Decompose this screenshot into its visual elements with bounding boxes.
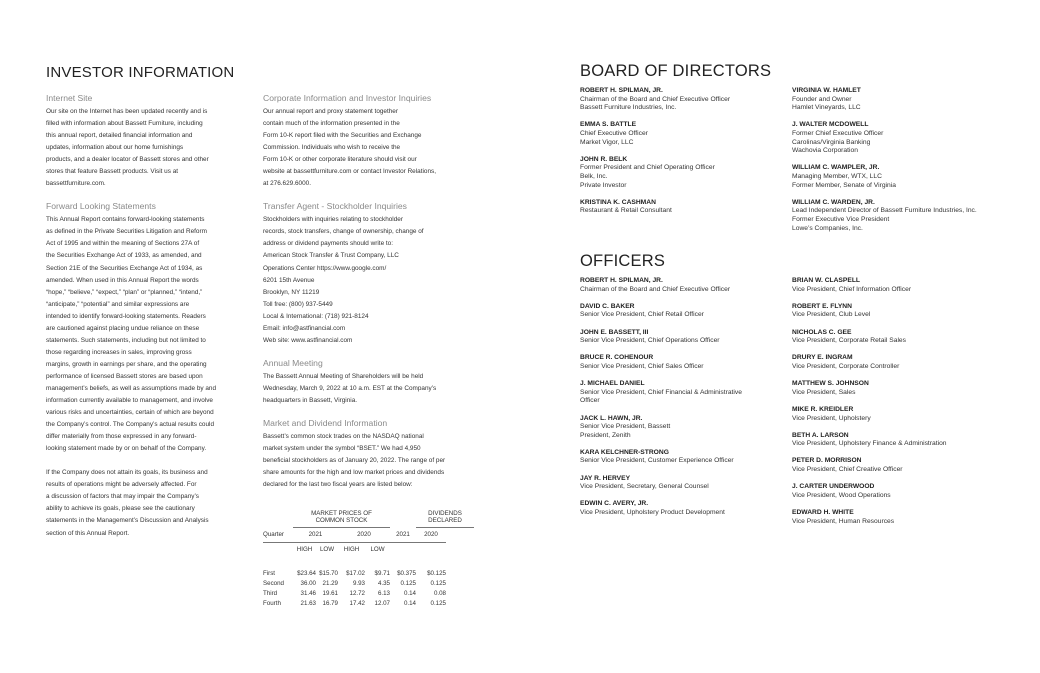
text-line: “anticipate,” “potential” and similar expressions are <box>46 300 190 308</box>
forward-looking-heading: Forward Looking Statements <box>46 201 156 212</box>
value-cell: 0.14 <box>403 600 416 608</box>
officers-right-column <box>792 277 947 526</box>
value-cell: $17.02 <box>346 569 365 577</box>
year-2020-header: 2020 <box>338 527 390 542</box>
text-line: intended to identify forward-looking statements. Readers <box>46 312 206 320</box>
person-entry <box>580 303 742 320</box>
text-line: Brooklyn, NY 11219 <box>263 288 320 296</box>
text-line: the Company’s control. The Company’s actual results could <box>46 421 215 429</box>
person-role: Wachovia Corporation <box>792 147 858 155</box>
person-name: NICHOLAS C. GEE <box>792 328 852 336</box>
person-role: Hamlet Vineyards, LLC <box>792 104 861 112</box>
person-name: BETH A. LARSON <box>792 431 849 439</box>
person-entry <box>792 87 977 113</box>
person-role: Private Investor <box>580 181 627 189</box>
text-line: Bassett’s common stock trades on the NASDAQ national <box>263 432 424 440</box>
dividends-header-line2: DECLARED <box>428 517 462 524</box>
person-role: Chairman of the Board and Chief Executive Officer <box>580 95 731 103</box>
person-entry <box>792 303 947 320</box>
person-role: Vice President, Upholstery Finance & Administration <box>792 440 947 448</box>
person-role: Vice President, Corporate Retail Sales <box>792 337 906 345</box>
high-2021-header: HIGH <box>296 545 313 553</box>
person-name: ROBERT E. FLYNN <box>792 302 852 310</box>
text-line: differ materially from those expressed in any forward- <box>46 433 197 441</box>
investor-information-title: INVESTOR INFORMATION <box>46 64 235 81</box>
quarter-header: Quarter <box>263 527 293 542</box>
value-cell: 6.13 <box>377 589 390 597</box>
board-left-column <box>580 87 730 216</box>
person-name: EMMA S. BATTLE <box>580 121 637 129</box>
person-name: KRISTINA K. CASHMAN <box>580 198 656 206</box>
internet-site-text <box>46 106 246 190</box>
person-role: Former President and Chief Operating Officer <box>580 164 715 172</box>
text-line: Commission. Individuals who wish to receive the <box>263 144 401 152</box>
text-line: Email: info@astfinancial.com <box>263 324 346 332</box>
person-entry <box>580 277 742 294</box>
annual-meeting-heading: Annual Meeting <box>263 357 323 368</box>
person-entry <box>580 354 742 371</box>
person-role: Senior Vice President, Customer Experience Officer <box>580 457 734 465</box>
person-role: Lead Independent Director of Bassett Furniture Industries, Inc. <box>792 207 977 215</box>
person-name: ROBERT H. SPILMAN, JR. <box>580 277 663 284</box>
person-name: BRUCE R. COHENOUR <box>580 354 654 362</box>
value-cell: 31.46 <box>300 589 316 597</box>
corporate-info-text <box>263 106 478 190</box>
person-entry <box>792 432 947 449</box>
text-line: Our site on the Internet has been updated recently and is <box>46 108 208 115</box>
person-role: Senior Vice President, Bassett <box>580 423 671 431</box>
person-entry <box>580 87 730 113</box>
text-line: Toll free: (800) 937-5449 <box>263 300 333 308</box>
low-2021-header: LOW <box>319 545 335 553</box>
person-role: Senior Vice President, Chief Retail Officer <box>580 311 704 319</box>
text-line: If the Company does not attain its goals, its business and <box>46 469 208 477</box>
person-entry <box>580 199 730 216</box>
person-name: WILLIAM C. WARDEN, JR. <box>792 198 875 206</box>
board-right-column <box>792 87 977 233</box>
value-cell: $0.125 <box>427 569 446 577</box>
person-entry <box>792 509 947 526</box>
person-name: MIKE R. KREIDLER <box>792 405 854 413</box>
text-line: share amounts for the high and low market prices and dividends <box>263 469 445 477</box>
person-entry <box>792 199 977 233</box>
dividends-group-header <box>416 510 474 527</box>
value-cell: 9.93 <box>352 579 365 587</box>
person-name: BRIAN W. CLASPELL <box>792 277 860 284</box>
text-line: looking statement made by or on behalf of the Company. <box>46 445 207 453</box>
market-prices-group-header <box>293 510 390 527</box>
text-line: ability to achieve its goals, please see the cautionary <box>46 505 195 513</box>
annual-meeting-text <box>263 371 478 407</box>
text-line: This Annual Report contains forward-looking statements <box>46 216 205 224</box>
value-cell: $15.70 <box>319 569 338 577</box>
text-line: American Stock Transfer & Trust Company, LLC <box>263 252 399 260</box>
market-dividend-table <box>263 510 474 609</box>
text-line: Act of 1995 and within the meaning of Sections 27A of <box>46 240 200 248</box>
value-cell: 0.14 <box>403 589 416 597</box>
value-cell: $23.64 <box>297 569 316 577</box>
person-entry <box>580 380 742 406</box>
person-role: Vice President, Human Resources <box>792 517 895 525</box>
person-role: Senior Vice President, Chief Operations Officer <box>580 337 720 345</box>
value-cell: 36.00 <box>300 579 316 587</box>
person-name: J. MICHAEL DANIEL <box>580 380 645 388</box>
forward-looking-text-2 <box>46 467 246 539</box>
text-line: products, and a dealer locator of Bassett stores and other <box>46 156 209 164</box>
value-cell: 21.63 <box>300 600 316 608</box>
person-name: VIRGINIA W. HAMLET <box>792 87 861 94</box>
investor-column-right <box>263 93 478 491</box>
person-role: Former Chief Executive Officer <box>792 129 884 137</box>
person-name: JAY R. HERVEY <box>580 474 631 482</box>
investor-column-left <box>46 93 246 540</box>
value-cell: $0.375 <box>397 569 416 577</box>
person-name: JACK L. HAWN, JR. <box>580 414 643 422</box>
text-line: as defined in the Private Securities Litigation and Reform <box>46 228 207 236</box>
text-line: website at bassettfurniture.com or contact Investor Relations, <box>263 168 436 176</box>
div-year-2020-header: 2020 <box>416 527 446 542</box>
person-entry <box>792 406 947 423</box>
value-cell: 19.61 <box>322 589 338 597</box>
person-name: JOHN E. BASSETT, III <box>580 328 649 336</box>
text-line: section of this Annual Report. <box>46 529 130 537</box>
person-role: Restaurant & Retail Consultant <box>580 207 672 215</box>
person-entry <box>792 277 947 294</box>
market-prices-header-line2: COMMON STOCK <box>315 517 368 524</box>
person-name: J. CARTER UNDERWOOD <box>792 483 875 491</box>
person-entry <box>792 164 977 190</box>
text-line: stores that feature Bassett products. Visit us at <box>46 168 179 176</box>
text-line: Wednesday, March 9, 2022 at 10 a.m. EST at the Company’s <box>263 384 437 392</box>
value-cell: 4.35 <box>377 579 390 587</box>
text-line: records, stock transfers, change of ownership, change of <box>263 228 424 236</box>
text-line: a discussion of factors that may impair the Company’s <box>46 493 199 501</box>
text-line: beneficial stockholders as of January 20, 2022. The range of per <box>263 457 446 465</box>
text-line: The Bassett Annual Meeting of Shareholders will be held <box>263 372 424 380</box>
person-entry <box>792 483 947 500</box>
year-2021-header: 2021 <box>293 527 338 542</box>
text-line: “hope,” “believe,” “expect,” “plan” or “planned,” “intend,” <box>46 288 203 296</box>
text-line: Section 21E of the Securities Exchange Act of 1934, as <box>46 264 203 272</box>
value-cell: 16.79 <box>322 600 338 608</box>
market-dividend-heading: Market and Dividend Information <box>263 417 388 428</box>
officers-left-column <box>580 277 742 518</box>
transfer-agent-text <box>263 214 478 347</box>
text-line: address or dividend payments should write to: <box>263 240 394 248</box>
internet-site-heading: Internet Site <box>46 93 93 103</box>
quarter-cell: Second <box>263 579 284 587</box>
table-row <box>263 568 474 578</box>
text-line: those regarding increases in sales, improving gross <box>46 348 192 356</box>
person-role: Vice President, Club Level <box>792 311 871 319</box>
text-line: statements in the Management’s Discussion and Analysis <box>46 517 209 525</box>
board-of-directors-title: BOARD OF DIRECTORS <box>580 62 772 80</box>
transfer-agent-heading: Transfer Agent - Stockholder Inquiries <box>263 201 407 212</box>
low-2020-header: LOW <box>370 545 385 553</box>
text-line: at 276.629.6000. <box>263 180 311 188</box>
value-cell: 12.72 <box>349 589 365 597</box>
person-entry <box>792 121 977 155</box>
person-role: Managing Member, WTX, LLC <box>792 172 882 180</box>
text-line: bassettfurniture.com. <box>46 180 106 188</box>
person-role: Belk, Inc. <box>580 172 608 180</box>
person-name: JOHN R. BELK <box>580 155 628 163</box>
person-name: DRURY E. INGRAM <box>792 354 853 362</box>
text-line: margins, growth in earnings per share, and the operating <box>46 360 207 368</box>
person-role: Bassett Furniture Industries, Inc. <box>580 104 677 112</box>
table-row <box>263 578 474 588</box>
text-line: Our annual report and proxy statement together <box>263 108 398 115</box>
quarter-cell: Third <box>263 589 278 597</box>
text-line: market system under the symbol “BSET.” We had 4,950 <box>263 445 421 453</box>
person-role: Founder and Owner <box>792 95 852 103</box>
text-line: 6201 15th Avenue <box>263 276 315 284</box>
person-role: Senior Vice President, Chief Sales Officer <box>580 362 704 370</box>
person-role: President, Zenith <box>580 431 631 439</box>
text-line: Stockholders with inquiries relating to stockholder <box>263 216 403 224</box>
person-entry <box>792 380 947 397</box>
person-entry <box>792 329 947 346</box>
text-line: Local & International: (718) 921-8124 <box>263 312 369 320</box>
text-line: the Securities Exchange Act of 1933, as amended, and <box>46 252 202 260</box>
value-cell: 0.125 <box>430 579 446 587</box>
person-role: Vice President, Corporate Controller <box>792 362 900 370</box>
corporate-info-heading: Corporate Information and Investor Inquiries <box>263 93 432 103</box>
text-line: amended. When used in this Annual Report the words <box>46 276 199 284</box>
person-entry <box>580 156 730 190</box>
value-cell: 0.125 <box>400 579 416 587</box>
person-role: Senior Vice President, Chief Financial & Administrative <box>580 388 742 396</box>
text-line: various risks and uncertainties, certain of which are beyond <box>46 409 214 417</box>
person-name: EDWARD H. WHITE <box>792 509 854 517</box>
person-entry <box>792 354 947 371</box>
person-role: Carolinas/Virginia Banking <box>792 138 871 146</box>
person-role: Vice President, Upholstery Product Development <box>580 509 725 517</box>
person-entry <box>580 121 730 147</box>
div-year-2021-header: 2021 <box>390 527 416 542</box>
text-line: declared for the last two fiscal years are listed below: <box>263 481 413 489</box>
quarter-cell: Fourth <box>263 600 281 608</box>
text-line: results of operations might be adversely affected. For <box>46 481 197 489</box>
person-entry <box>580 329 742 346</box>
text-line: Form 10-K report filed with the Securities and Exchange <box>263 132 422 140</box>
person-name: EDWIN C. AVERY, JR. <box>580 500 649 508</box>
table-row <box>263 588 474 598</box>
officers-title: OFFICERS <box>580 252 666 270</box>
quarter-cell: First <box>263 569 276 577</box>
text-line: information currently available to management, and involve <box>46 397 213 405</box>
person-name: PETER D. MORRISON <box>792 457 862 465</box>
text-line: Form 10-K or other corporate literature should visit our <box>263 156 417 164</box>
high-2020-header: HIGH <box>343 545 360 553</box>
text-line: this annual report, detailed financial information and <box>46 132 193 140</box>
person-role: Lowe’s Companies, Inc. <box>792 224 863 232</box>
value-cell: 0.08 <box>433 589 446 597</box>
person-role: Vice President, Upholstery <box>792 414 871 422</box>
person-role: Market Vigor, LLC <box>580 138 634 146</box>
person-name: ROBERT H. SPILMAN, JR. <box>580 87 663 94</box>
text-line: statements. Such statements, including but not limited to <box>46 336 206 344</box>
person-role: Officer <box>580 397 600 405</box>
market-prices-header-line1: MARKET PRICES OF <box>311 510 372 517</box>
person-role: Vice President, Secretary, General Counsel <box>580 483 709 491</box>
text-line: management’s beliefs, as well as assumptions made by and <box>46 384 217 392</box>
person-name: WILLIAM C. WAMPLER, JR. <box>792 164 880 172</box>
person-role: Former Executive Vice President <box>792 215 890 223</box>
person-entry <box>580 415 742 441</box>
person-entry <box>580 500 742 517</box>
value-cell: 17.42 <box>349 600 365 608</box>
text-line: contain much of the information presented in the <box>263 120 400 128</box>
person-role: Former Member, Senate of Virginia <box>792 181 896 189</box>
forward-looking-text <box>46 214 246 455</box>
person-entry <box>792 457 947 474</box>
value-cell: 12.07 <box>374 600 390 608</box>
table-row <box>263 599 474 609</box>
text-line: headquarters in Bassett, Virginia. <box>263 396 358 404</box>
person-role: Vice President, Chief Information Officer <box>792 285 912 293</box>
person-role: Vice President, Sales <box>792 388 856 396</box>
dividends-header-line1: DIVIDENDS <box>428 510 462 517</box>
person-name: DAVID C. BAKER <box>580 302 635 310</box>
text-line: Web site: www.astfinancial.com <box>263 336 353 344</box>
value-cell: 21.29 <box>322 579 338 587</box>
value-cell: $9.71 <box>374 569 390 577</box>
person-entry <box>580 449 742 466</box>
value-cell: 0.125 <box>430 600 446 608</box>
person-role: Chief Executive Officer <box>580 129 648 137</box>
text-line: updates, information about our home furnishings <box>46 144 184 152</box>
person-name: J. WALTER MCDOWELL <box>792 121 869 129</box>
person-name: MATTHEW S. JOHNSON <box>792 380 869 388</box>
person-name: KARA KELCHNER-STRONG <box>580 448 669 456</box>
person-role: Chairman of the Board and Chief Executive Officer <box>580 285 731 293</box>
text-line: filled with information about Bassett Furniture, including <box>46 120 203 128</box>
text-line: performance of licensed Bassett stores are based upon <box>46 372 203 380</box>
person-entry <box>580 475 742 492</box>
market-dividend-text <box>263 431 478 491</box>
person-role: Vice President, Wood Operations <box>792 491 891 499</box>
person-role: Vice President, Chief Creative Officer <box>792 466 903 474</box>
text-line: Operations Center https://www.google.com/ <box>263 264 387 272</box>
text-line: are cautioned against placing undue reliance on these <box>46 324 200 332</box>
